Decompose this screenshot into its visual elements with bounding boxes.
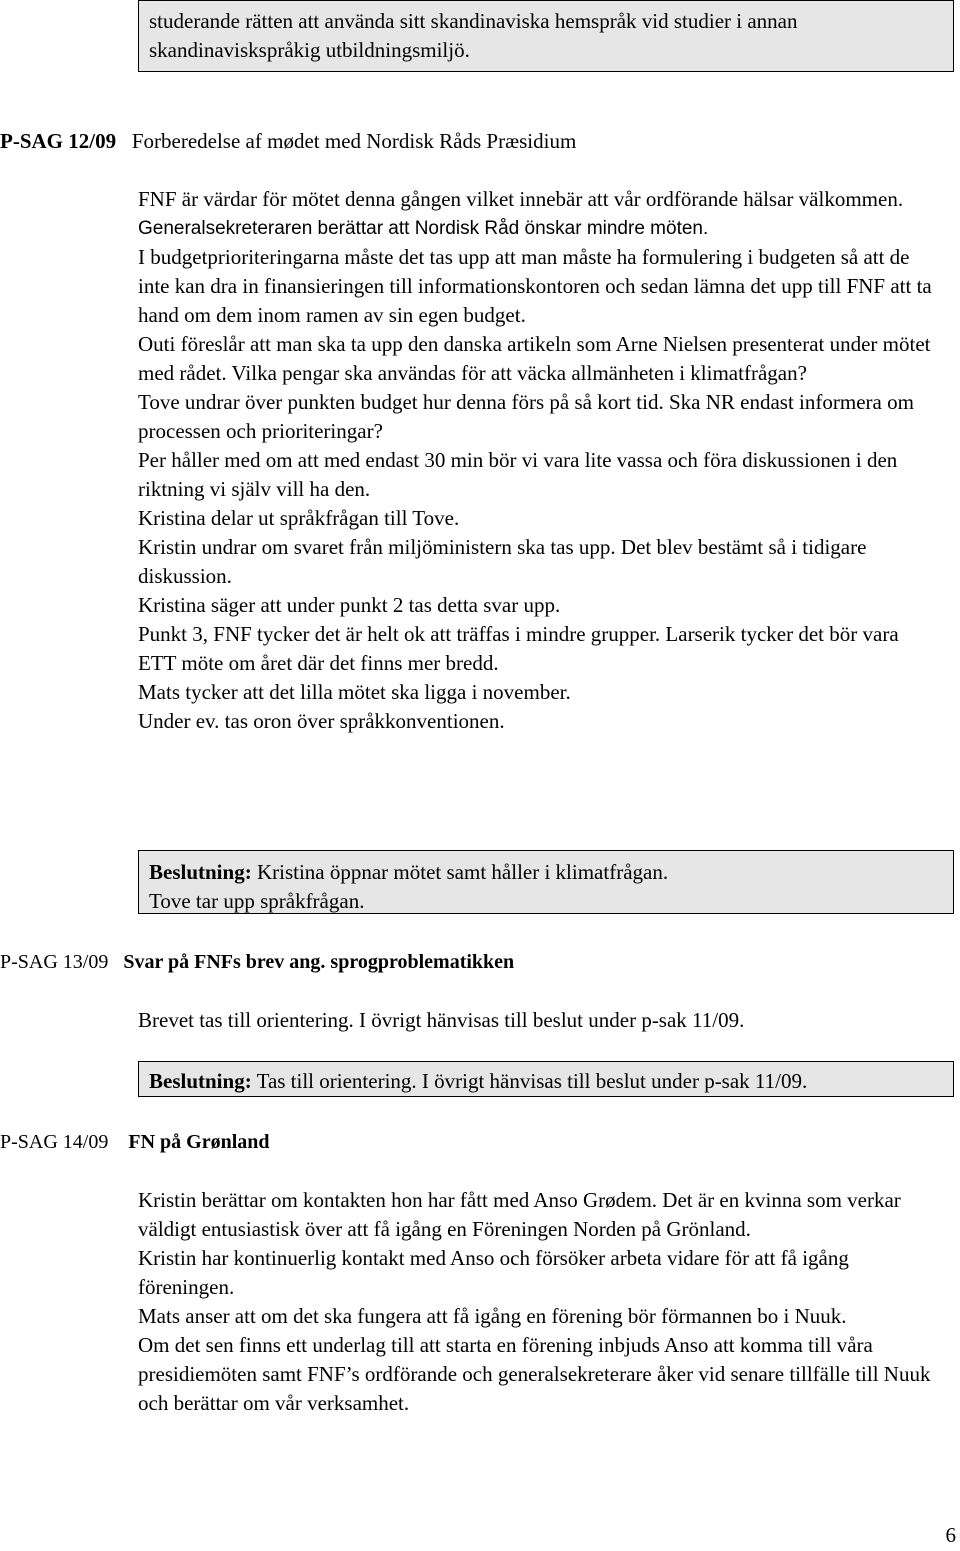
psag12-code: P-SAG 12/09	[0, 129, 117, 153]
psag13-paragraph: Brevet tas till orientering. I övrigt hänvisas till beslut under p-sak 11/09.	[138, 1008, 745, 1032]
psag14-paragraph: Kristin berättar om kontakten hon har fått med Anso Grødem. Det är en kvinna som verkar väldigt entusiastisk över att få igång en Föreningen Norden på Grönland.	[138, 1188, 901, 1241]
psag12-paragraph: Kristin undrar om svaret från miljöministern ska tas upp. Det blev bestämt så i tidigare diskussion.	[138, 535, 867, 588]
psag12-paragraph: I budgetprioriteringarna måste det tas upp att man måste ha formulering i budgeten så att de inte kan dra in finansieringen till informationskontoren och sedan lämna det upp till FNF att ta hand om dem inom ramen av sin egen budget.	[138, 245, 932, 327]
box-line-2: skandinaviskspråkig utbildningsmiljö.	[149, 38, 470, 62]
psag13-heading	[0, 948, 514, 977]
psag14-heading	[0, 1128, 270, 1157]
psag12-body	[138, 185, 938, 736]
psag14-paragraph: Mats anser att om det ska fungera att få igång en förening bör förmannen bo i Nuuk.	[138, 1304, 847, 1328]
psag12-decision-line-1	[149, 858, 943, 887]
psag14-code: P-SAG 14/09	[0, 1131, 109, 1153]
decision-text: Tas till orientering. I övrigt hänvisas till beslut under p-sak 11/09.	[256, 1069, 808, 1093]
psag14-title: FN på Grønland	[128, 1131, 270, 1153]
psag12-paragraph: Tove undrar över punkten budget hur denna förs på så kort tid. Ska NR endast informera om processen och prioriteringar?	[138, 390, 914, 443]
psag13-body	[138, 1006, 938, 1035]
decision-label: Beslutning:	[149, 860, 252, 884]
decision-label: Beslutning:	[149, 1069, 252, 1093]
psag12-heading	[0, 127, 576, 156]
psag14-paragraph: Om det sen finns ett underlag till att starta en förening inbjuds Anso att komma till våra presidiemöten samt FNF’s ordförande och generalsekreterare åker vid senare tillfälle till Nuuk och berättar om vår verksamhet.	[138, 1333, 931, 1415]
psag13-code: P-SAG 13/09	[0, 951, 109, 973]
page-number: 6	[945, 1523, 956, 1547]
psag14-body	[138, 1186, 938, 1418]
box-line-1: studerande rätten att använda sitt skandinaviska hemspråk vid studier i annan	[149, 9, 798, 33]
psag12-paragraph: Kristina delar ut språkfrågan till Tove.	[138, 506, 460, 530]
psag12-paragraph: Under ev. tas oron över språkkonventionen.	[138, 709, 505, 733]
top-continuation-box	[138, 0, 954, 72]
decision-text: Kristina öppnar mötet samt håller i klimatfrågan.	[256, 860, 669, 884]
psag14-paragraph: Kristin har kontinuerlig kontakt med Anso och försöker arbeta vidare för att få igång föreningen.	[138, 1246, 849, 1299]
psag12-decision-line-2: Tove tar upp språkfrågan.	[149, 889, 365, 913]
psag12-paragraph: Kristina säger att under punkt 2 tas detta svar upp.	[138, 593, 561, 617]
psag12-decision-box	[138, 850, 954, 914]
psag12-title: Forberedelse af mødet med Nordisk Råds Præsidium	[131, 129, 577, 153]
psag13-title: Svar på FNFs brev ang. sprogproblematikken	[123, 951, 515, 973]
psag12-paragraph: FNF är värdar för mötet denna gången vilket innebär att vår ordförande hälsar välkommen.	[138, 187, 904, 211]
psag12-paragraph: Per håller med om att med endast 30 min bör vi vara lite vassa och föra diskussionen i den riktning vi själv vill ha den.	[138, 448, 898, 501]
psag12-paragraph: Punkt 3, FNF tycker det är helt ok att träffas i mindre grupper. Larserik tycker det bör vara ETT möte om året där det finns mer bredd.	[138, 622, 899, 675]
psag12-paragraph: Mats tycker att det lilla mötet ska ligga i november.	[138, 680, 571, 704]
psag13-decision-box	[138, 1061, 954, 1097]
psag12-paragraph: Outi föreslår att man ska ta upp den danska artikeln som Arne Nielsen presenterat under mötet med rådet. Vilka pengar ska användas för att väcka allmänheten i klimatfrågan?	[138, 332, 931, 385]
psag12-paragraph: Generalsekreteraren berättar att Nordisk Råd önskar mindre möten.	[138, 218, 709, 239]
psag13-decision-line	[149, 1067, 943, 1096]
